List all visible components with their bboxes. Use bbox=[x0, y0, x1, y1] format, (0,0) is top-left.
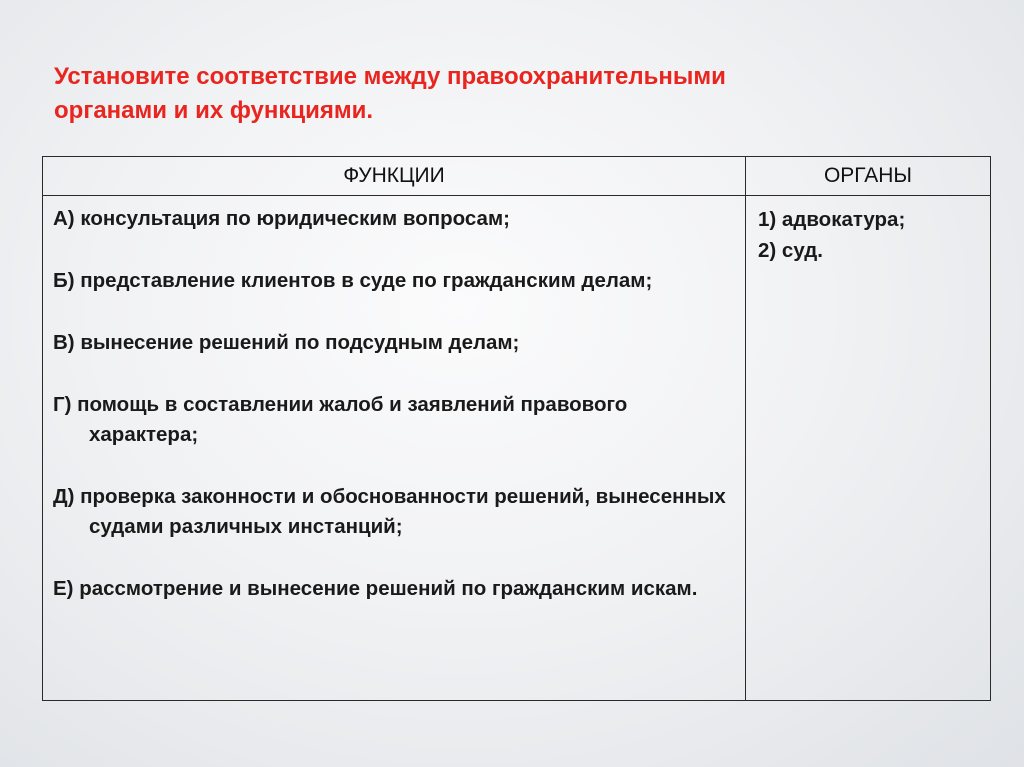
table-body-row bbox=[43, 196, 991, 701]
organs-cell bbox=[746, 196, 991, 701]
functions-cell bbox=[43, 196, 746, 701]
function-item-b: Б) представление клиентов в суде по гражданским делам; bbox=[53, 269, 653, 292]
slide-title-line-1: Установите соответствие между правоохранительными bbox=[54, 63, 726, 90]
slide-title-line-2: органами и их функциями. bbox=[54, 97, 374, 124]
function-item-g: Г) помощь в составлении жалоб и заявлений правового характера; bbox=[53, 393, 628, 446]
function-item-a: А) консультация по юридическим вопросам; bbox=[53, 207, 510, 230]
header-functions: ФУНКЦИИ bbox=[43, 157, 746, 196]
slide-title bbox=[54, 60, 954, 128]
organ-item-1: 1) адвокатура; bbox=[758, 208, 906, 231]
function-item-e: Е) рассмотрение и вынесение решений по гражданским искам. bbox=[53, 577, 698, 600]
organ-item-2: 2) суд. bbox=[758, 239, 823, 262]
function-item-d: Д) проверка законности и обоснованности решений, вынесенных судами различных инстанций; bbox=[53, 485, 726, 538]
function-item-v: В) вынесение решений по подсудным делам; bbox=[53, 331, 520, 354]
matching-table bbox=[42, 156, 991, 701]
table-header-row bbox=[43, 157, 991, 196]
header-organs: ОРГАНЫ bbox=[746, 157, 991, 196]
